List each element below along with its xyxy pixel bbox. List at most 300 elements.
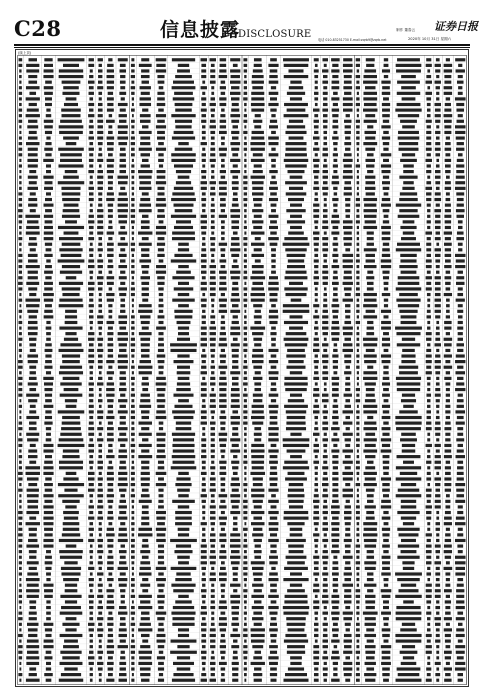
cell-text	[399, 148, 419, 151]
cell-text	[271, 494, 276, 497]
cell-text	[435, 444, 441, 447]
cell-text	[211, 109, 216, 112]
cell-text	[357, 500, 360, 503]
cell-text	[456, 438, 464, 441]
cell-text	[363, 338, 378, 341]
cell-text	[90, 673, 93, 676]
cell-text	[367, 500, 373, 503]
cell-text	[244, 259, 247, 262]
cell-text	[345, 522, 351, 525]
cell-text	[107, 276, 115, 279]
cell-text	[59, 550, 83, 553]
cell-text	[231, 500, 240, 503]
cell-text	[18, 673, 22, 676]
cell-text	[243, 461, 247, 464]
cell-text	[220, 265, 225, 268]
cell-text	[365, 136, 375, 139]
cell-text	[455, 125, 466, 128]
cell-text	[119, 584, 127, 587]
cell-text	[177, 556, 190, 559]
cell-text	[382, 103, 390, 106]
cell-text	[363, 371, 377, 374]
cell-text	[383, 539, 389, 542]
cell-text	[284, 159, 308, 162]
cell-text	[211, 461, 214, 464]
cell-text	[178, 561, 189, 564]
cell-text	[290, 662, 301, 665]
cell-text	[106, 360, 114, 363]
cell-text	[230, 511, 240, 514]
cell-text	[356, 416, 359, 419]
cell-text	[427, 176, 430, 179]
cell-text	[384, 584, 388, 587]
cell-text	[253, 69, 263, 72]
cell-text	[131, 164, 134, 167]
cell-text	[142, 377, 148, 380]
cell-text	[243, 276, 247, 279]
cell-text	[131, 667, 134, 670]
cell-text	[401, 433, 416, 436]
cell-text	[201, 494, 207, 497]
cell-text	[323, 673, 328, 676]
cell-text	[331, 656, 340, 659]
cell-text	[356, 164, 360, 167]
cell-text	[400, 159, 417, 162]
cell-text	[176, 427, 192, 430]
cell-text	[219, 517, 227, 520]
cell-text	[156, 528, 166, 531]
cell-text	[457, 461, 463, 464]
cell-text	[210, 332, 216, 335]
cell-text	[98, 528, 102, 531]
cell-text	[131, 662, 134, 665]
cell-text	[323, 366, 328, 369]
cell-text	[382, 416, 391, 419]
cell-text	[62, 293, 79, 296]
cell-text	[27, 477, 39, 480]
cell-text	[120, 64, 126, 67]
cell-text	[446, 315, 450, 318]
cell-text	[314, 92, 318, 95]
cell-text	[457, 142, 464, 145]
cell-text	[356, 131, 359, 134]
cell-text	[19, 343, 22, 346]
cell-text	[139, 444, 152, 447]
cell-text	[356, 220, 360, 223]
cell-text	[44, 544, 54, 547]
cell-text	[139, 572, 152, 575]
cell-text	[323, 634, 328, 637]
cell-text	[202, 153, 206, 156]
cell-text	[119, 326, 126, 329]
cell-text	[29, 170, 36, 173]
cell-text	[288, 472, 305, 475]
cell-text	[18, 287, 22, 290]
cell-text	[221, 410, 226, 413]
cell-text	[253, 304, 262, 307]
cell-text	[252, 187, 263, 190]
cell-text	[19, 500, 22, 503]
cell-text	[178, 304, 189, 307]
cell-text	[157, 617, 164, 620]
cell-text	[345, 136, 350, 139]
cell-text	[201, 271, 207, 274]
cell-text	[323, 209, 328, 212]
cell-text	[210, 606, 215, 609]
cell-text	[220, 522, 227, 525]
cell-text	[381, 645, 391, 648]
cell-text	[426, 181, 431, 184]
cell-text	[284, 511, 308, 514]
cell-text	[269, 153, 279, 156]
cell-text	[201, 75, 206, 78]
cell-text	[219, 550, 226, 553]
cell-text	[244, 433, 247, 436]
cell-text	[344, 645, 351, 648]
cell-text	[59, 282, 83, 285]
cell-text	[457, 511, 463, 514]
cell-text	[357, 349, 359, 352]
cell-text	[26, 226, 39, 229]
cell-text	[98, 466, 103, 469]
cell-text	[324, 449, 327, 452]
cell-text	[381, 259, 392, 262]
cell-text	[172, 444, 194, 447]
cell-text	[243, 517, 247, 520]
cell-text	[18, 427, 22, 430]
cell-text	[436, 567, 440, 570]
cell-text	[107, 472, 114, 475]
cell-text	[139, 595, 152, 598]
cell-text	[62, 533, 80, 536]
cell-text	[244, 494, 247, 497]
cell-text	[89, 394, 94, 397]
cell-text	[366, 276, 374, 279]
cell-text	[99, 405, 102, 408]
cell-text	[230, 271, 240, 274]
cell-text	[400, 628, 416, 631]
cell-text	[107, 382, 114, 385]
cell-text	[456, 148, 464, 151]
cell-text	[89, 522, 93, 525]
cell-text	[331, 511, 340, 514]
cell-text	[220, 86, 226, 89]
cell-text	[458, 505, 463, 508]
cell-text	[435, 427, 441, 430]
cell-text	[18, 215, 22, 218]
cell-text	[313, 533, 319, 536]
cell-text	[233, 528, 238, 531]
cell-text	[221, 293, 225, 296]
cell-text	[284, 639, 308, 642]
cell-text	[89, 662, 94, 665]
cell-text	[271, 617, 277, 620]
cell-text	[288, 544, 304, 547]
cell-text	[243, 120, 247, 123]
cell-text	[19, 667, 21, 670]
cell-text	[233, 517, 237, 520]
cell-text	[210, 639, 215, 642]
cell-text	[140, 142, 150, 145]
cell-text	[251, 176, 265, 179]
cell-text	[19, 248, 21, 251]
cell-text	[66, 617, 77, 620]
cell-text	[98, 103, 103, 106]
cell-text	[107, 64, 113, 67]
cell-text	[46, 259, 50, 262]
cell-text	[29, 612, 37, 615]
cell-text	[445, 220, 451, 223]
cell-text	[106, 293, 114, 296]
cell-text	[345, 528, 350, 531]
cell-text	[455, 500, 465, 503]
cell-text	[201, 97, 206, 100]
cell-text	[356, 533, 359, 536]
cell-text	[344, 287, 352, 290]
cell-text	[118, 243, 128, 246]
cell-text	[210, 489, 216, 492]
cell-text	[382, 489, 390, 492]
cell-text	[140, 86, 151, 89]
cell-text	[426, 131, 431, 134]
cell-text	[18, 517, 22, 520]
cell-text	[384, 349, 389, 352]
cell-text	[268, 136, 279, 139]
cell-text	[345, 505, 351, 508]
cell-text	[244, 321, 247, 324]
cell-text	[140, 667, 151, 670]
cell-text	[210, 97, 215, 100]
cell-text	[314, 265, 318, 268]
cell-text	[220, 64, 227, 67]
cell-text	[120, 226, 125, 229]
cell-text	[332, 500, 339, 503]
cell-text	[172, 136, 195, 139]
cell-text	[244, 215, 246, 218]
cell-text	[118, 287, 127, 290]
cell-text	[119, 628, 127, 631]
cell-text	[446, 595, 450, 598]
cell-text	[456, 103, 464, 106]
cell-text	[290, 656, 302, 659]
cell-text	[457, 231, 464, 234]
cell-text	[357, 639, 360, 642]
cell-text	[59, 69, 83, 72]
cell-text	[381, 310, 391, 313]
cell-text	[269, 75, 277, 78]
cell-text	[98, 92, 102, 95]
cell-text	[157, 215, 165, 218]
cell-text	[244, 595, 247, 598]
cell-text	[427, 410, 432, 413]
cell-text	[120, 271, 125, 274]
cell-text	[270, 109, 276, 112]
cell-text	[426, 394, 431, 397]
cell-text	[89, 550, 93, 553]
cell-text	[323, 125, 327, 128]
cell-text	[250, 142, 265, 145]
cell-text	[343, 612, 353, 615]
cell-text	[201, 231, 206, 234]
cell-text	[356, 662, 360, 665]
cell-text	[313, 606, 319, 609]
cell-text	[46, 164, 51, 167]
cell-text	[211, 304, 214, 307]
cell-text	[288, 628, 305, 631]
cell-text	[18, 472, 23, 475]
cell-text	[333, 164, 338, 167]
cell-text	[251, 522, 265, 525]
cell-text	[230, 533, 240, 536]
cell-text	[120, 422, 126, 425]
cell-text	[458, 304, 463, 307]
cell-text	[118, 131, 127, 134]
cell-text	[401, 517, 416, 520]
cell-text	[333, 360, 338, 363]
cell-text	[332, 494, 338, 497]
cell-text	[131, 377, 135, 380]
cell-text	[233, 198, 238, 201]
cell-text	[332, 544, 339, 547]
cell-text	[119, 449, 127, 452]
cell-text	[177, 321, 191, 324]
cell-text	[270, 455, 278, 458]
cell-text	[98, 623, 102, 626]
cell-text	[139, 651, 153, 654]
cell-text	[383, 422, 388, 425]
cell-text	[108, 572, 112, 575]
cell-text	[283, 466, 309, 469]
cell-text	[435, 494, 440, 497]
cell-text	[383, 617, 389, 620]
cell-text	[132, 505, 134, 508]
cell-text	[119, 673, 127, 676]
cell-text	[231, 293, 239, 296]
cell-text	[230, 600, 240, 603]
cell-text	[107, 544, 113, 547]
cell-text	[425, 187, 432, 190]
cell-text	[313, 556, 319, 559]
cell-text	[315, 293, 318, 296]
cell-text	[315, 287, 318, 290]
cell-text	[108, 58, 112, 61]
cell-text	[158, 667, 164, 670]
cell-text	[178, 628, 189, 631]
cell-text	[435, 388, 440, 391]
cell-text	[131, 416, 135, 419]
cell-text	[59, 326, 82, 329]
cell-text	[18, 528, 22, 531]
cell-text	[313, 215, 319, 218]
cell-text	[427, 567, 430, 570]
cell-text	[427, 293, 431, 296]
cell-text	[435, 589, 441, 592]
cell-text	[27, 584, 39, 587]
cell-text	[58, 181, 84, 184]
cell-text	[381, 589, 392, 592]
cell-text	[446, 198, 451, 201]
cell-text	[252, 192, 263, 195]
cell-text	[363, 405, 377, 408]
cell-text	[426, 489, 432, 492]
cell-text	[445, 142, 451, 145]
cell-text	[97, 276, 104, 279]
cell-text	[445, 103, 451, 106]
cell-text	[19, 679, 21, 682]
cell-text	[427, 271, 431, 274]
cell-text	[141, 394, 150, 397]
cell-text	[323, 103, 328, 106]
cell-text	[131, 617, 134, 620]
cell-text	[158, 109, 164, 112]
cell-text	[65, 315, 77, 318]
cell-text	[108, 326, 113, 329]
cell-text	[219, 416, 226, 419]
cell-text	[332, 455, 338, 458]
cell-text	[202, 92, 205, 95]
cell-text	[456, 354, 465, 357]
cell-text	[141, 58, 149, 61]
cell-text	[403, 181, 414, 184]
cell-text	[97, 662, 103, 665]
cell-text	[444, 354, 452, 357]
cell-text	[131, 181, 134, 184]
cell-text	[251, 109, 264, 112]
cell-text	[251, 97, 264, 100]
cell-text	[344, 75, 352, 78]
cell-text	[211, 64, 215, 67]
cell-text	[332, 81, 340, 84]
disclosure-table	[17, 55, 467, 685]
cell-text	[231, 254, 239, 257]
cell-text	[89, 271, 93, 274]
cell-text	[119, 276, 127, 279]
cell-text	[98, 612, 102, 615]
cell-text	[314, 243, 319, 246]
cell-text	[232, 354, 239, 357]
cell-text	[456, 176, 465, 179]
cell-text	[426, 461, 431, 464]
cell-text	[221, 226, 225, 229]
cell-text	[157, 354, 166, 357]
cell-text	[333, 293, 338, 296]
cell-text	[356, 204, 360, 207]
cell-text	[157, 533, 166, 536]
cell-text	[445, 572, 450, 575]
cell-text	[219, 153, 226, 156]
cell-text	[332, 75, 338, 78]
cell-text	[131, 92, 134, 95]
cell-text	[244, 81, 247, 84]
cell-text	[233, 164, 238, 167]
cell-text	[60, 662, 83, 665]
cell-text	[286, 422, 305, 425]
cell-text	[323, 567, 327, 570]
cell-text	[219, 394, 226, 397]
cell-text	[89, 410, 94, 413]
cell-text	[98, 449, 102, 452]
cell-text	[219, 438, 227, 441]
cell-text	[244, 578, 247, 581]
cell-text	[131, 75, 135, 78]
cell-text	[88, 567, 94, 570]
cell-text	[444, 69, 452, 72]
cell-text	[44, 271, 53, 274]
cell-text	[45, 477, 51, 480]
cell-text	[382, 181, 390, 184]
cell-text	[210, 103, 216, 106]
cell-text	[455, 360, 465, 363]
